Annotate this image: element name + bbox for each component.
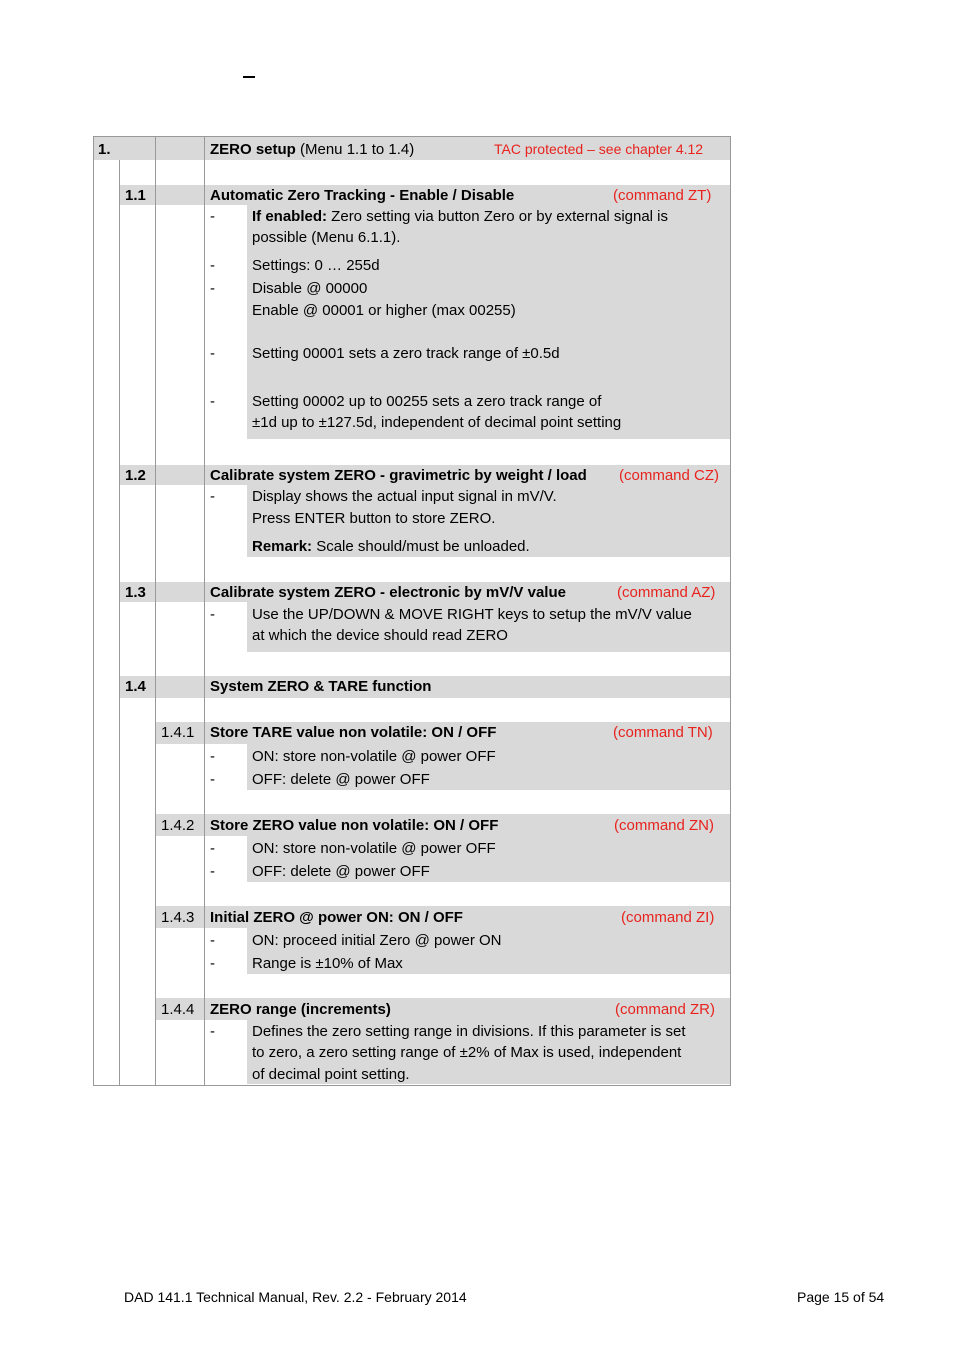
- section-number: 1.: [98, 141, 111, 158]
- item-1-1-number: 1.1: [125, 187, 146, 204]
- bullet-dash: -: [210, 280, 215, 297]
- item-1-2-title: Calibrate system ZERO - gravimetric by weight / load: [210, 467, 587, 484]
- item-1-4-1-line-1: ON: store non-volatile @ power OFF: [252, 748, 496, 765]
- item-1-1-bullet-5: Setting 00002 up to 00255 sets a zero track range of: [252, 393, 602, 410]
- item-1-2-line-1: Display shows the actual input signal in mV/V.: [252, 488, 557, 505]
- item-1-1-bullet-3: Disable @ 00000: [252, 280, 368, 297]
- item-1-4-4-line-3: of decimal point setting.: [252, 1066, 410, 1083]
- item-1-4-3-command: (command ZI): [621, 909, 715, 926]
- item-1-1-bullet-1-line-2: possible (Menu 6.1.1).: [252, 229, 401, 246]
- col-divider-3: [204, 136, 205, 1086]
- bullet-dash: -: [210, 257, 215, 274]
- item-1-4-4-line-1: Defines the zero setting range in divisions. If this parameter is set: [252, 1023, 686, 1040]
- item-1-4-2-line-2: OFF: delete @ power OFF: [252, 863, 430, 880]
- footer-document-title: DAD 141.1 Technical Manual, Rev. 2.2 - February 2014: [124, 1289, 467, 1305]
- bullet-dash: -: [210, 606, 215, 623]
- item-1-3-line-2: at which the device should read ZERO: [252, 627, 508, 644]
- zero-setup-table: [93, 136, 731, 1086]
- item-1-3-command: (command AZ): [617, 584, 716, 601]
- col-divider-2: [155, 136, 156, 1086]
- item-1-2-number: 1.2: [125, 467, 146, 484]
- item-1-4-1-line-2: OFF: delete @ power OFF: [252, 771, 430, 788]
- table-top-border: [93, 136, 731, 137]
- item-1-3-title: Calibrate system ZERO - electronic by mV/V value: [210, 584, 566, 601]
- item-1-2-command: (command CZ): [619, 467, 720, 484]
- item-1-1-bullet-3-line-2: Enable @ 00001 or higher (max 00255): [252, 302, 516, 319]
- item-1-1-command: (command ZT): [613, 187, 712, 204]
- item-1-4-2-number: 1.4.2: [161, 817, 195, 834]
- table-left-border: [93, 136, 94, 1086]
- item-1-4-3-line-2: Range is ±10% of Max: [252, 955, 403, 972]
- item-1-1-bullet-5-line-2: ±1d up to ±127.5d, independent of decimal point setting: [252, 414, 622, 431]
- section-title-rest: (Menu 1.1 to 1.4): [295, 141, 415, 158]
- bullet-dash: -: [210, 863, 215, 880]
- page-marker-dash: [243, 76, 255, 78]
- remark-text: Scale should/must be unloaded.: [312, 538, 530, 555]
- item-1-4-3-number: 1.4.3: [161, 909, 195, 926]
- item-1-3-line-1: Use the UP/DOWN & MOVE RIGHT keys to setup the mV/V value: [252, 606, 692, 623]
- section-title: [210, 139, 414, 160]
- item-1-1-bullet-1: [252, 206, 668, 227]
- bullet-dash: -: [210, 488, 215, 505]
- table-right-border: [730, 136, 731, 1086]
- item-1-4-2-command: (command ZN): [614, 817, 715, 834]
- footer-page-number: Page 15 of 54: [797, 1289, 885, 1305]
- item-1-4-1-title: Store TARE value non volatile: ON / OFF: [210, 724, 497, 741]
- item-1-3-number: 1.3: [125, 584, 146, 601]
- bullet-dash: -: [210, 345, 215, 362]
- item-1-4-4-command: (command ZR): [615, 1001, 716, 1018]
- col-divider-1: [119, 160, 120, 1086]
- bullet-dash: -: [210, 208, 215, 225]
- item-1-1-bullet-2: Settings: 0 … 255d: [252, 257, 380, 274]
- bullet-dash: -: [210, 393, 215, 410]
- item-1-4-3-line-1: ON: proceed initial Zero @ power ON: [252, 932, 502, 949]
- item-1-2-remark: [252, 536, 530, 557]
- item-1-4-title: System ZERO & TARE function: [210, 678, 432, 695]
- table-bottom-border: [93, 1085, 731, 1086]
- enabled-text: Zero setting via button Zero or by external signal is: [327, 208, 669, 225]
- item-1-4-3-title: Initial ZERO @ power ON: ON / OFF: [210, 909, 463, 926]
- item-1-4-4-title: ZERO range (increments): [210, 1001, 391, 1018]
- remark-label: Remark:: [252, 538, 313, 555]
- item-1-4-1-number: 1.4.1: [161, 724, 195, 741]
- bullet-dash: -: [210, 932, 215, 949]
- item-1-4-4-number: 1.4.4: [161, 1001, 195, 1018]
- enabled-label: If enabled:: [252, 208, 328, 225]
- item-1-4-2-title: Store ZERO value non volatile: ON / OFF: [210, 817, 499, 834]
- item-1-1-title: Automatic Zero Tracking - Enable / Disable: [210, 187, 515, 204]
- item-1-4-1-command: (command TN): [613, 724, 713, 741]
- item-1-1-bullet-4: Setting 00001 sets a zero track range of ±0.5d: [252, 345, 560, 362]
- bullet-dash: -: [210, 840, 215, 857]
- item-1-4-number: 1.4: [125, 678, 146, 695]
- bullet-dash: -: [210, 1023, 215, 1040]
- bullet-dash: -: [210, 771, 215, 788]
- bullet-dash: -: [210, 748, 215, 765]
- tac-note: TAC protected – see chapter 4.12: [494, 141, 704, 157]
- bullet-dash: -: [210, 955, 215, 972]
- item-1-2-line-2: Press ENTER button to store ZERO.: [252, 510, 496, 527]
- section-title-bold: ZERO setup: [210, 141, 296, 158]
- item-1-4-2-line-1: ON: store non-volatile @ power OFF: [252, 840, 496, 857]
- item-1-4-4-line-2: to zero, a zero setting range of ±2% of Max is used, independent: [252, 1044, 682, 1061]
